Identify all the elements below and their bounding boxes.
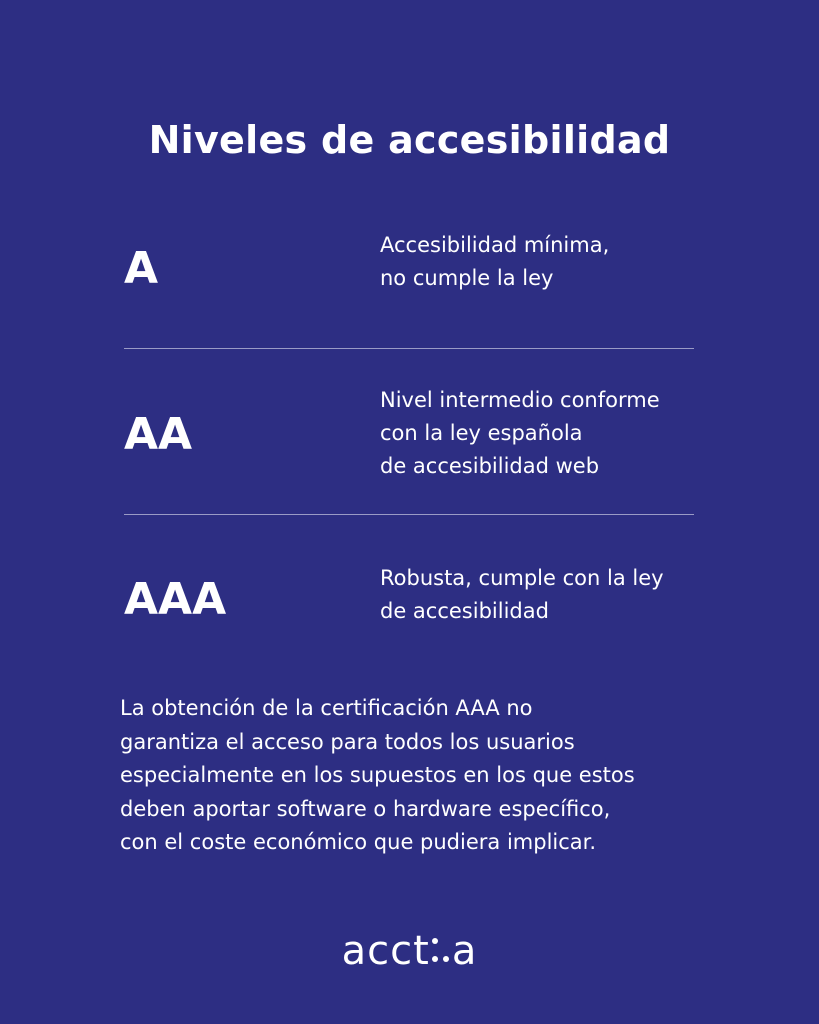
note-line: La obtención de la certificación AAA no (120, 696, 533, 720)
description-line: Robusta, cumple con la ley (380, 566, 664, 590)
divider (124, 514, 694, 515)
page-title: Niveles de accesibilidad (148, 118, 671, 162)
logo-dots-icon (430, 934, 452, 964)
level-a-code: A (124, 243, 159, 294)
level-aaa-code: AAA (124, 574, 227, 625)
description-line: de accesibilidad (380, 599, 549, 623)
note-line: con el coste económico que pudiera implicar. (120, 830, 597, 854)
brand-logo (0, 928, 819, 974)
description-line: de accesibilidad web (380, 454, 600, 478)
level-a-description (380, 229, 609, 295)
level-aa-code: AA (124, 409, 193, 460)
description-line: con la ley española (380, 421, 583, 445)
level-aaa-description (380, 562, 664, 628)
level-aa-description (380, 384, 660, 483)
logo-text-left: acct (341, 928, 430, 974)
logo-text-right: a (451, 928, 478, 974)
divider (124, 348, 694, 349)
note-line: especialmente en los supuestos en los que estos (120, 763, 635, 787)
description-line: Accesibilidad mínima, (380, 233, 610, 257)
description-line: no cumple la ley (380, 266, 554, 290)
note-line: deben aportar software o hardware específico, (120, 796, 611, 821)
note-line: garantiza el acceso para todos los usuarios (120, 729, 575, 754)
description-line: Nivel intermedio conforme (380, 388, 660, 412)
certification-note (120, 692, 635, 860)
